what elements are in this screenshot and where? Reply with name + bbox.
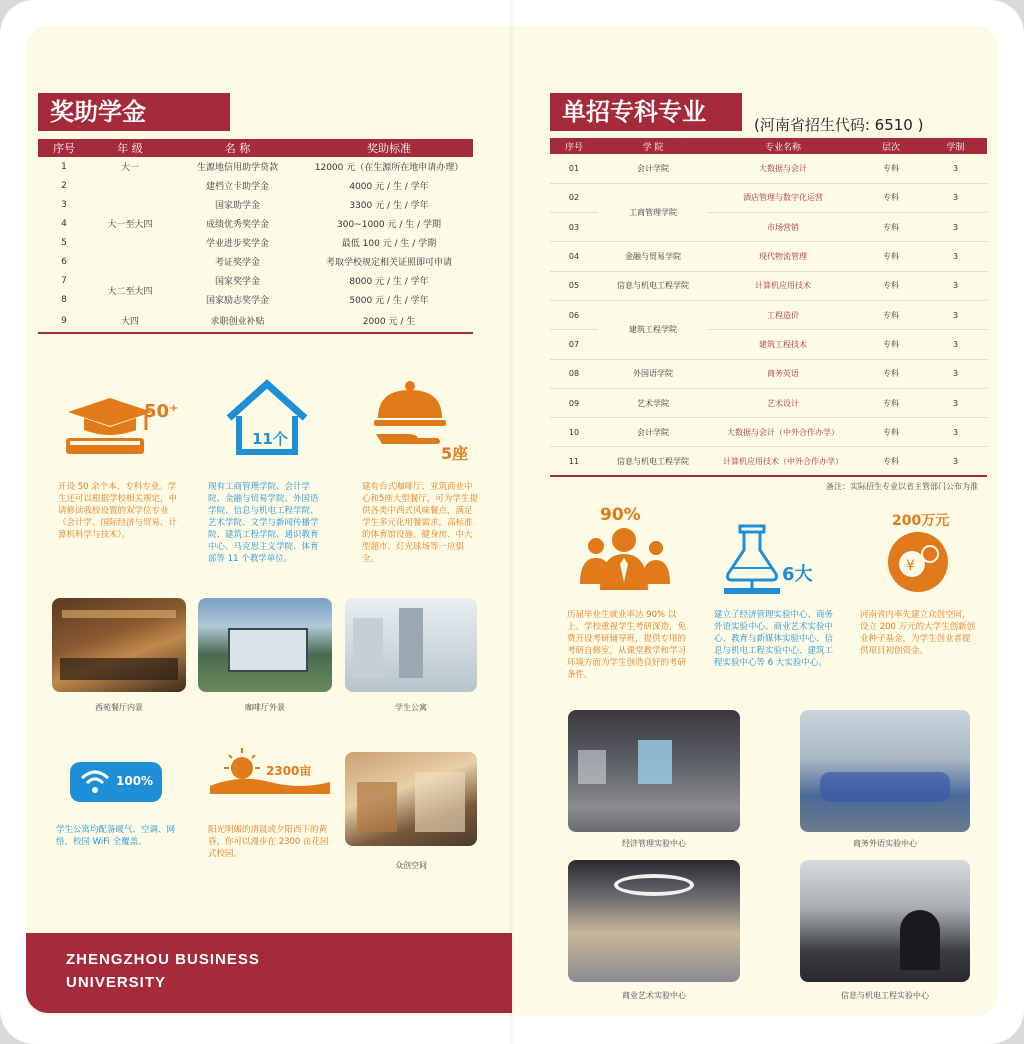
cell-level: 专科 — [858, 271, 924, 300]
cell-no: 2 — [61, 180, 67, 191]
cell-major: 计算机应用技术 — [708, 271, 858, 300]
cell-major: 计算机应用技术（中外合作办学） — [708, 447, 858, 476]
caption-cafe: 咖啡厅外景 — [245, 703, 285, 712]
cell-years: 3 — [924, 418, 987, 447]
cell-standard: 2000 元 / 生 — [305, 309, 473, 333]
cell-college: 信息与机电工程学院 — [598, 447, 708, 476]
table-row — [550, 154, 987, 183]
cell-college: 金融与贸易学院 — [598, 242, 708, 271]
table-row — [550, 359, 987, 388]
dining-cloche-icon — [372, 378, 460, 450]
cell-level: 专科 — [858, 183, 924, 212]
cell-no: 09 — [550, 388, 598, 417]
cell-years: 3 — [924, 242, 987, 271]
cell-standard: 3300 元 / 生 / 学年 — [349, 201, 429, 211]
photo-economics-lab — [568, 710, 740, 832]
caption-engineering-lab: 信息与机电工程实验中心 — [841, 991, 929, 1000]
cell-major: 工程造价 — [708, 300, 858, 329]
stat-employment-number: 90% — [600, 505, 641, 525]
table-row — [38, 309, 473, 333]
lab-flask-icon — [722, 524, 782, 598]
cell-years: 3 — [924, 359, 987, 388]
photo-engineering-lab — [800, 860, 970, 982]
cell-level: 专科 — [858, 388, 924, 417]
cell-grade: 大二至大四 — [107, 286, 153, 297]
cell-years: 3 — [924, 154, 987, 183]
cell-level: 专科 — [858, 330, 924, 359]
scholarship-title: 奖助学金 — [38, 93, 230, 131]
table-row — [550, 447, 987, 476]
campus-text: 阳光明媚的清晨或夕阳西下的黄昏，你可以漫步在 2300 亩花园式校园。 — [208, 825, 329, 859]
caption-dormitory: 学生公寓 — [395, 703, 427, 712]
cell-standard: 最低 100 元 / 生 / 学期 — [341, 239, 437, 249]
stat-labs-text: 建立了经济管理实验中心、商务外语实验中心、商业艺术实验中心、教育与新媒体实验中心、信息与机电工程实验中心、建筑工程实验中心等 6 大实验中心。 — [714, 610, 834, 668]
enrollment-code: (河南省招生代码: 6510 ) — [754, 116, 924, 134]
photo-dormitory — [345, 598, 477, 692]
cell-no: 7 — [61, 275, 67, 286]
cell-no: 06 — [550, 300, 598, 329]
cell-level: 专科 — [858, 213, 924, 242]
cell-grade: 大一 — [120, 163, 139, 173]
photo-foreign-language-lab — [800, 710, 970, 832]
cell-major: 大数据与会计 — [708, 154, 858, 183]
cell-years: 3 — [924, 447, 987, 476]
col-years: 学制 — [924, 138, 987, 154]
cell-standard: 考取学校规定相关证照即可申请 — [325, 258, 452, 268]
cell-college: 外国语学院 — [598, 359, 708, 388]
cell-no: 05 — [550, 271, 598, 300]
stat-majors-text: 开设 50 余个本、专科专业。学生还可以根据学校相关规定，申请修读我校设置的双学位专业（会计学、国际经济与贸易、计算机科学与技术）。 — [58, 482, 178, 540]
cell-no: 02 — [550, 183, 598, 212]
scholarship-table — [38, 139, 473, 334]
cell-no: 04 — [550, 242, 598, 271]
wifi-text: 学生公寓均配备暖气、空调、网络，校园 WiFi 全覆盖。 — [56, 825, 176, 847]
cell-level: 专科 — [858, 418, 924, 447]
cell-major: 现代物流管理 — [708, 242, 858, 271]
cell-college: 会计学院 — [598, 418, 708, 447]
cell-college: 会计学院 — [598, 154, 708, 183]
col-level: 层次 — [858, 138, 924, 154]
stat-fund-number: 200万元 — [892, 513, 950, 529]
cell-no: 10 — [550, 418, 598, 447]
cell-years: 3 — [924, 213, 987, 242]
table-row — [550, 388, 987, 417]
cell-years: 3 — [924, 183, 987, 212]
cell-standard: 12000 元（在生源所在地申请办理） — [314, 163, 464, 173]
cell-standard: 300~1000 元 / 生 / 学期 — [337, 220, 441, 230]
wifi-badge — [70, 762, 162, 802]
cell-major: 市场营销 — [708, 213, 858, 242]
table-row — [550, 271, 987, 300]
stat-employment-text: 历届毕业生就业率达 90% 以上。学校重视学生考研深造，免费开设考研辅导班，提供专用的考研自修室，从课堂教学和学习环境方面为学生创造良好的考研条件。 — [567, 610, 687, 680]
page-fold — [510, 0, 514, 1044]
photo-cafe-exterior — [198, 598, 332, 692]
cell-name: 成绩优秀奖学金 — [205, 220, 269, 230]
cell-name: 学业进步奖学金 — [205, 239, 269, 249]
cell-college: 工商管理学院 — [598, 183, 708, 242]
table-row — [550, 183, 987, 212]
cell-name: 生源地信用助学贷款 — [196, 163, 278, 173]
stat-units-text: 现有工商管理学院、会计学院、金融与贸易学院、外国语学院、信息与机电工程学院、艺术学院、文学与新闻传播学院、建筑工程学院、通识教育中心、马克思主义学院、体育部等 11 个教学单位。 — [208, 482, 319, 564]
cell-no: 08 — [550, 359, 598, 388]
caption-maker-space: 众创空间 — [395, 861, 427, 870]
col-college: 学 院 — [598, 138, 708, 154]
cell-years: 3 — [924, 300, 987, 329]
table-row — [550, 242, 987, 271]
wifi-icon — [80, 768, 110, 796]
cell-major: 商务英语 — [708, 359, 858, 388]
wifi-number: 100% — [116, 774, 154, 788]
cell-no: 01 — [550, 154, 598, 183]
cell-grade: 大一至大四 — [107, 220, 153, 230]
cell-name: 求职创业补贴 — [170, 309, 305, 333]
caption-art-lab: 商业艺术实验中心 — [622, 991, 686, 1000]
col-standard: 奖助标准 — [305, 139, 473, 157]
col-major: 专业名称 — [708, 138, 858, 154]
cell-level: 专科 — [858, 447, 924, 476]
stat-labs-number: 6大 — [782, 564, 813, 585]
cell-standard: 8000 元 / 生 / 学年 — [349, 277, 429, 287]
cell-no: 6 — [61, 256, 67, 267]
cell-no: 5 — [61, 237, 67, 248]
table-row — [38, 157, 473, 176]
cell-no: 8 — [61, 294, 67, 305]
cell-name: 国家奖学金 — [214, 277, 260, 287]
col-no: 序号 — [38, 139, 90, 157]
cell-no: 4 — [61, 218, 67, 229]
cell-no: 11 — [550, 447, 598, 476]
col-grade: 年 级 — [90, 139, 170, 157]
photo-restaurant-interior — [52, 598, 186, 692]
cell-major: 大数据与会计（中外合作办学） — [708, 418, 858, 447]
cell-college: 信息与机电工程学院 — [598, 271, 708, 300]
cell-no: 1 — [61, 161, 67, 172]
money-coin-icon — [886, 530, 950, 594]
caption-economics-lab: 经济管理实验中心 — [622, 839, 686, 848]
cell-standard: 4000 元 / 生 / 学年 — [349, 182, 429, 192]
majors-title: 单招专科专业 — [550, 93, 742, 131]
cell-college: 建筑工程学院 — [598, 300, 708, 359]
cell-major: 酒店管理与数字化运营 — [708, 183, 858, 212]
cell-level: 专科 — [858, 359, 924, 388]
stat-dining-number: 5座 — [441, 444, 469, 463]
cell-no: 3 — [61, 199, 67, 210]
table-row — [38, 271, 473, 290]
cell-name: 国家助学金 — [214, 201, 260, 211]
cell-no: 03 — [550, 213, 598, 242]
svg-text:¥: ¥ — [906, 558, 915, 574]
cell-name: 考证奖学金 — [214, 258, 260, 268]
stat-dining-text: 建有台式咖啡厅、亚筑商业中心和5座大型餐厅，可为学生提供各类中西式风味餐点，满足学生多元化用餐需求。高标准的体育馆设施、健身房、中大型超市、灯光球场等一应俱全。 — [362, 482, 478, 564]
cell-standard: 5000 元 / 生 / 学年 — [349, 296, 429, 306]
cell-level: 专科 — [858, 300, 924, 329]
majors-table — [550, 138, 987, 477]
stat-majors-number: 50⁺ — [144, 401, 179, 422]
caption-restaurant: 西苑餐厅内景 — [95, 703, 143, 712]
table-row — [550, 418, 987, 447]
photo-maker-space — [345, 752, 477, 846]
table-row — [550, 300, 987, 329]
stat-units-number: 11个 — [252, 430, 288, 448]
cell-name: 国家励志奖学金 — [205, 296, 269, 306]
stat-fund-text: 河南省内率先建立众创空间，设立 200 万元的大学生创新创业种子基金，为学生创业者提供项目初创资金。 — [860, 610, 976, 656]
campus-number: 2300亩 — [266, 764, 312, 778]
col-no: 序号 — [550, 138, 598, 154]
cell-level: 专科 — [858, 154, 924, 183]
cell-name: 建档立卡助学金 — [205, 182, 269, 192]
cell-no: 9 — [38, 309, 90, 333]
cell-years: 3 — [924, 388, 987, 417]
caption-foreign-language-lab: 商务外语实验中心 — [853, 839, 917, 848]
cell-major: 建筑工程技术 — [708, 330, 858, 359]
footer-line-1: ZHENGZHOU BUSINESS — [66, 951, 260, 968]
cell-major: 艺术设计 — [708, 388, 858, 417]
cell-years: 3 — [924, 271, 987, 300]
footer-university-name — [66, 948, 260, 994]
cell-college: 艺术学院 — [598, 388, 708, 417]
col-name: 名 称 — [170, 139, 305, 157]
cell-grade: 大四 — [90, 309, 170, 333]
cell-level: 专科 — [858, 242, 924, 271]
cell-years: 3 — [924, 330, 987, 359]
majors-note: 备注：实际招生专业以省主管部门公布为准 — [826, 482, 978, 491]
people-group-icon — [576, 524, 672, 592]
footer-line-2: UNIVERSITY — [66, 974, 167, 991]
photo-art-lab — [568, 860, 740, 982]
cell-no: 07 — [550, 330, 598, 359]
table-row — [38, 176, 473, 195]
